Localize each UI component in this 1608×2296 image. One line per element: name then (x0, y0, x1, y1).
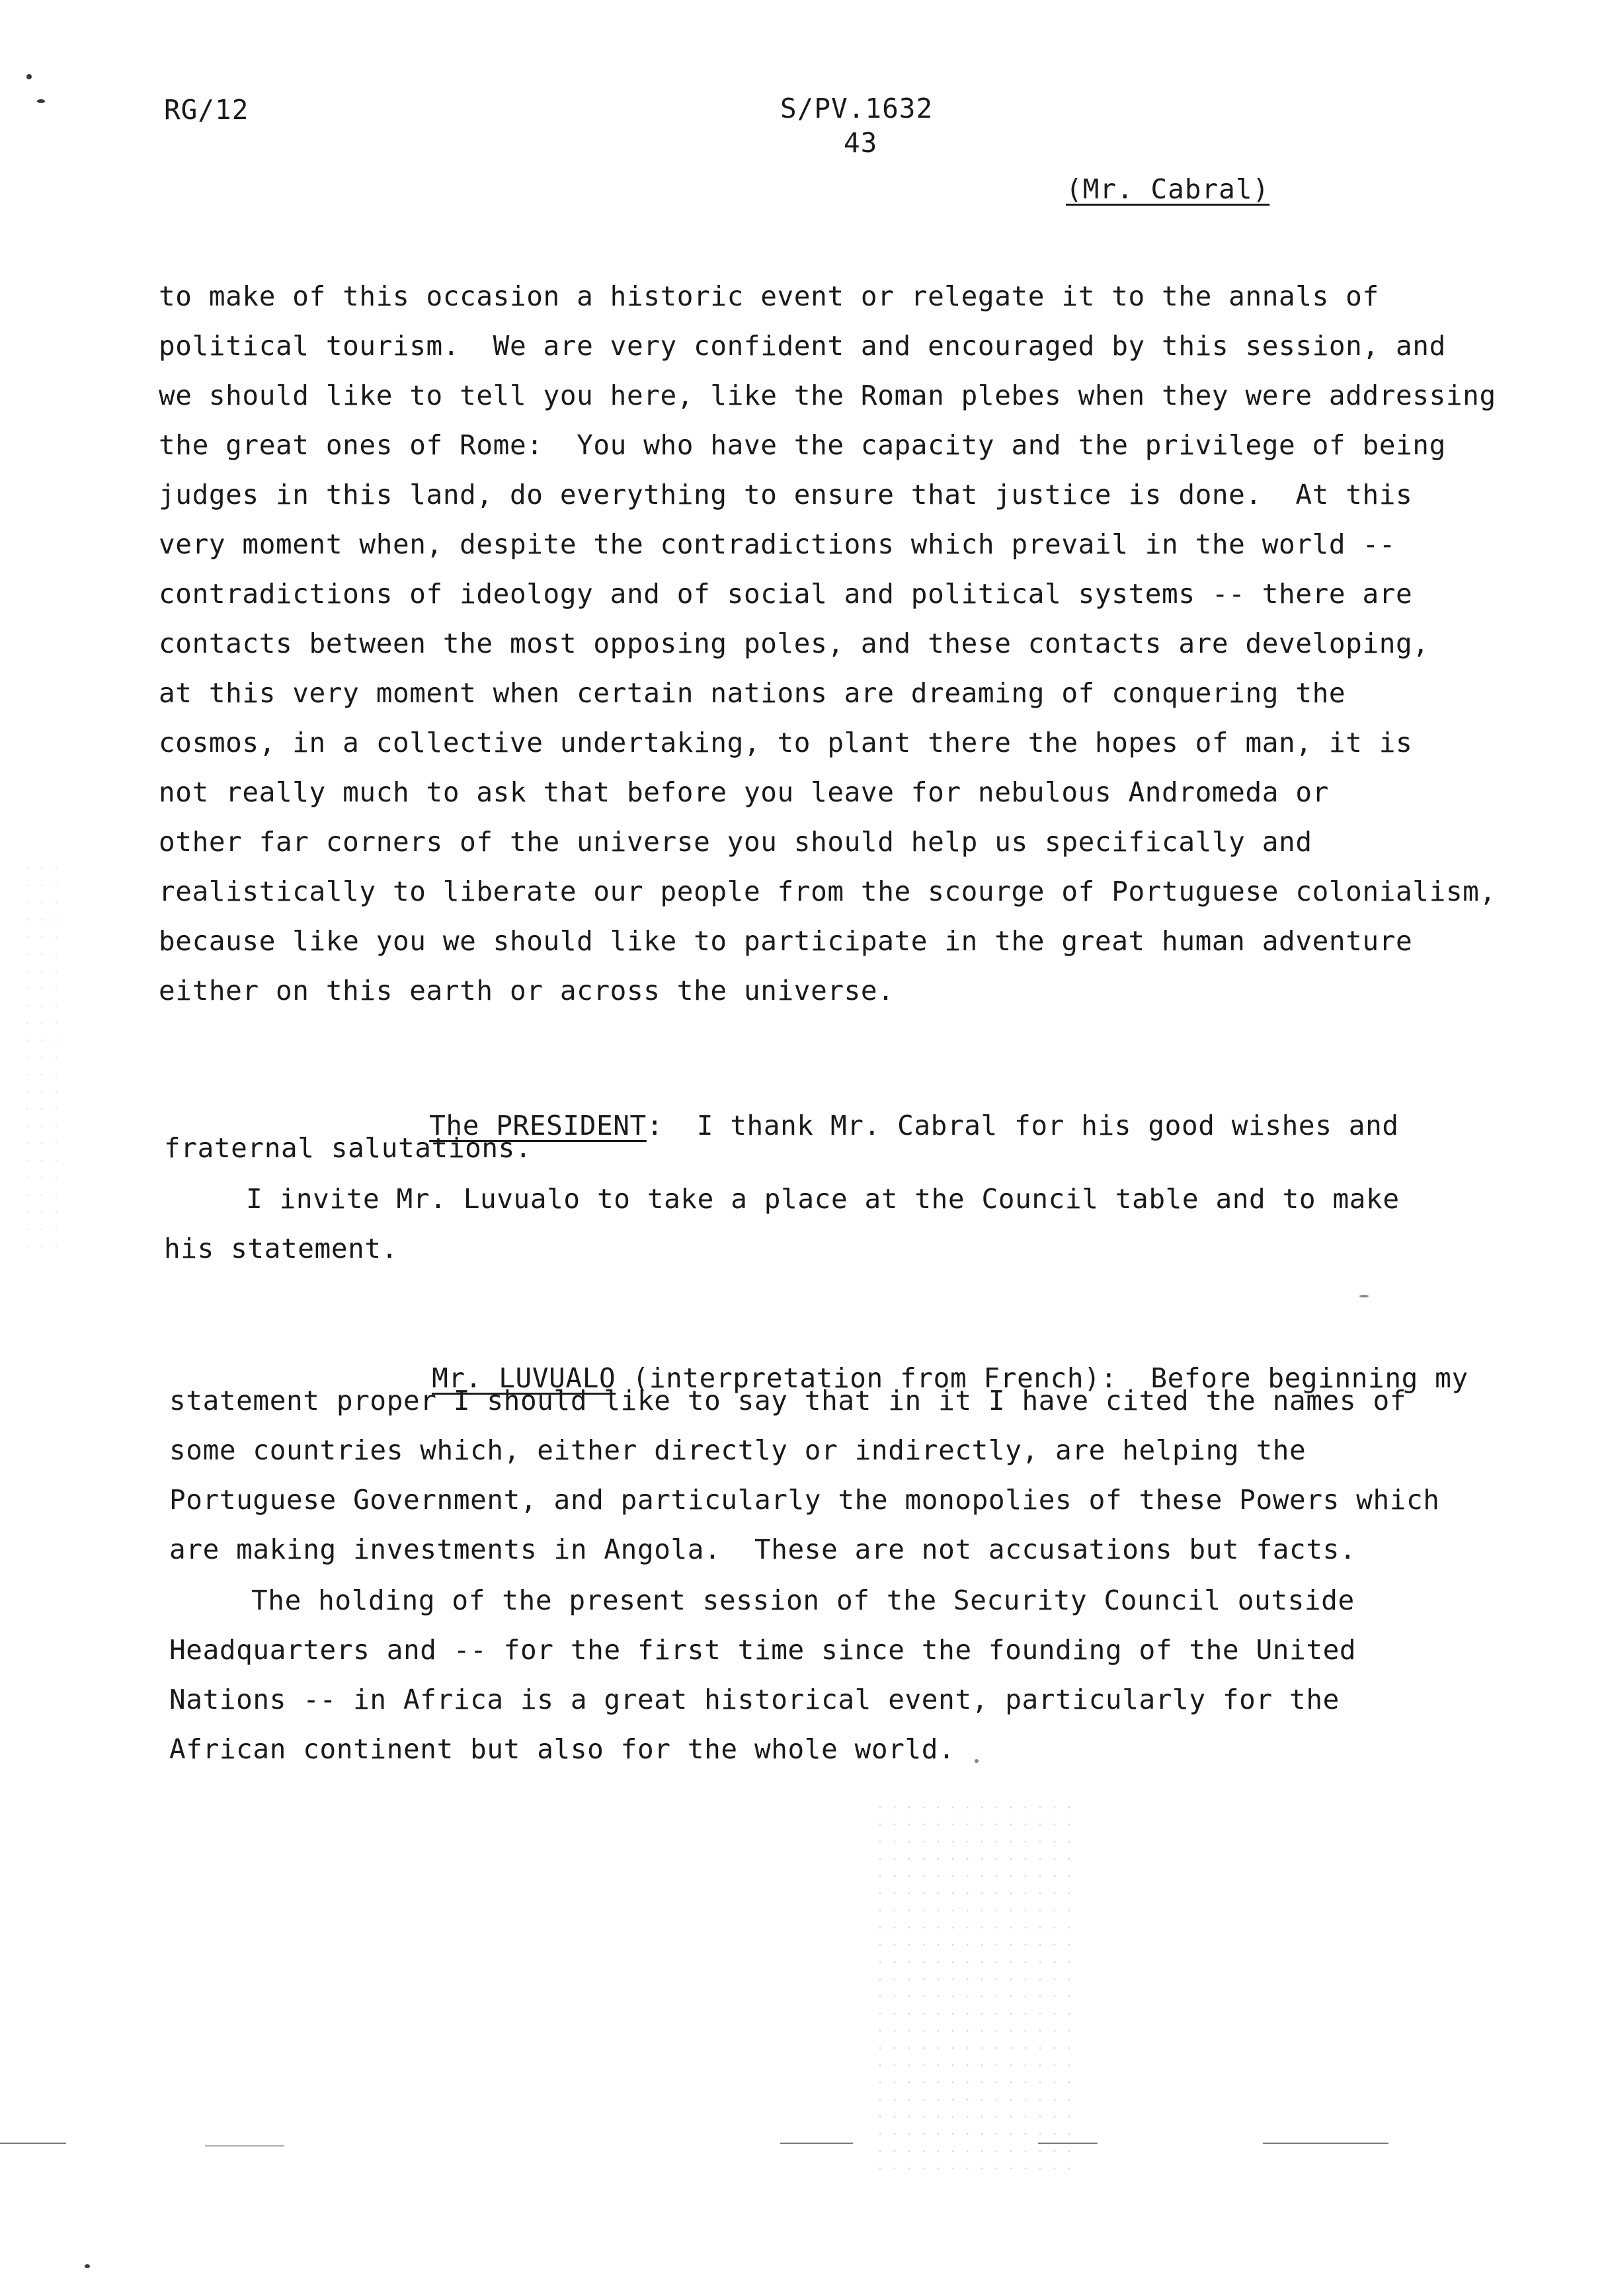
text-line: realistically to liberate our people from the scourge of Portuguese colonialism, (159, 876, 1496, 907)
text-line: fraternal salutations. (164, 1132, 532, 1164)
text-line: either on this earth or across the universe. (159, 975, 895, 1006)
text-line: at this very moment when certain nations are dreaming of conquering the (159, 677, 1346, 709)
text-line: I invite Mr. Luvualo to take a place at the Council table and to make (246, 1183, 1400, 1215)
speaker-colon: : (646, 1110, 664, 1141)
text-line: I thank Mr. Cabral for his good wishes and (663, 1110, 1399, 1141)
document-symbol: S/PV.1632 (780, 93, 934, 124)
text-line: African continent but also for the whole world. (169, 1733, 955, 1765)
scan-noise (20, 860, 60, 1256)
scan-rule (1263, 2143, 1388, 2144)
scan-speck (1359, 1295, 1369, 1297)
text-line: we should like to tell you here, like the Roman plebes when they were addressing (159, 380, 1496, 411)
text-line: Nations -- in Africa is a great historical event, particularly for the (169, 1684, 1340, 1715)
speaker-name: The PRESIDENT (429, 1110, 647, 1141)
text-line: political tourism. We are very confident and encouraged by this session, and (159, 330, 1446, 362)
text-line: because like you we should like to participate in the great human adventure (159, 925, 1413, 957)
text-line: not really much to ask that before you leave for nebulous Andromeda or (159, 776, 1329, 808)
text-line: some countries which, either directly or indirectly, are helping the (169, 1434, 1306, 1466)
scan-speck (975, 1759, 979, 1763)
text-line: other far corners of the universe you should help us specifically and (159, 826, 1312, 858)
text-line: contacts between the most opposing poles, and these contacts are developing, (159, 628, 1429, 659)
text-line: the great ones of Rome: You who have the capacity and the privilege of being (159, 429, 1446, 461)
speaker-name: Mr. LUVUALO (432, 1362, 616, 1394)
text-line: judges in this land, do everything to ensure that justice is done. At this (159, 479, 1413, 511)
text-line: Headquarters and -- for the first time since the founding of the United (169, 1634, 1357, 1666)
scan-speck (26, 74, 32, 79)
scan-rule (780, 2143, 853, 2144)
scan-speck (85, 2264, 90, 2268)
text-line: to make of this occasion a historic event or relegate it to the annals of (159, 280, 1379, 312)
running-speaker: (Mr. Cabral) (1066, 173, 1270, 205)
text-line: very moment when, despite the contradictions which prevail in the world -- (159, 528, 1396, 560)
text-line: (interpretation from French): Before beginning my (616, 1362, 1468, 1394)
text-line: are making investments in Angola. These are not accusations but facts. (169, 1534, 1357, 1565)
page-number: 43 (844, 127, 878, 159)
text-line: cosmos, in a collective undertaking, to plant there the hopes of man, it is (159, 727, 1413, 758)
text-line: his statement. (164, 1233, 398, 1264)
scan-speck (37, 99, 45, 103)
document-ref: RG/12 (164, 94, 249, 126)
text-line: The holding of the present session of the Security Council outside (251, 1584, 1355, 1616)
scan-noise (873, 1799, 1071, 2169)
text-line: contradictions of ideology and of social and political systems -- there are (159, 578, 1413, 610)
scan-rule (0, 2143, 66, 2144)
scan-rule (205, 2145, 284, 2147)
text-line: Portuguese Government, and particularly the monopolies of these Powers which (169, 1484, 1440, 1516)
text-line: statement proper I should like to say that in it I have cited the names of (169, 1385, 1407, 1416)
